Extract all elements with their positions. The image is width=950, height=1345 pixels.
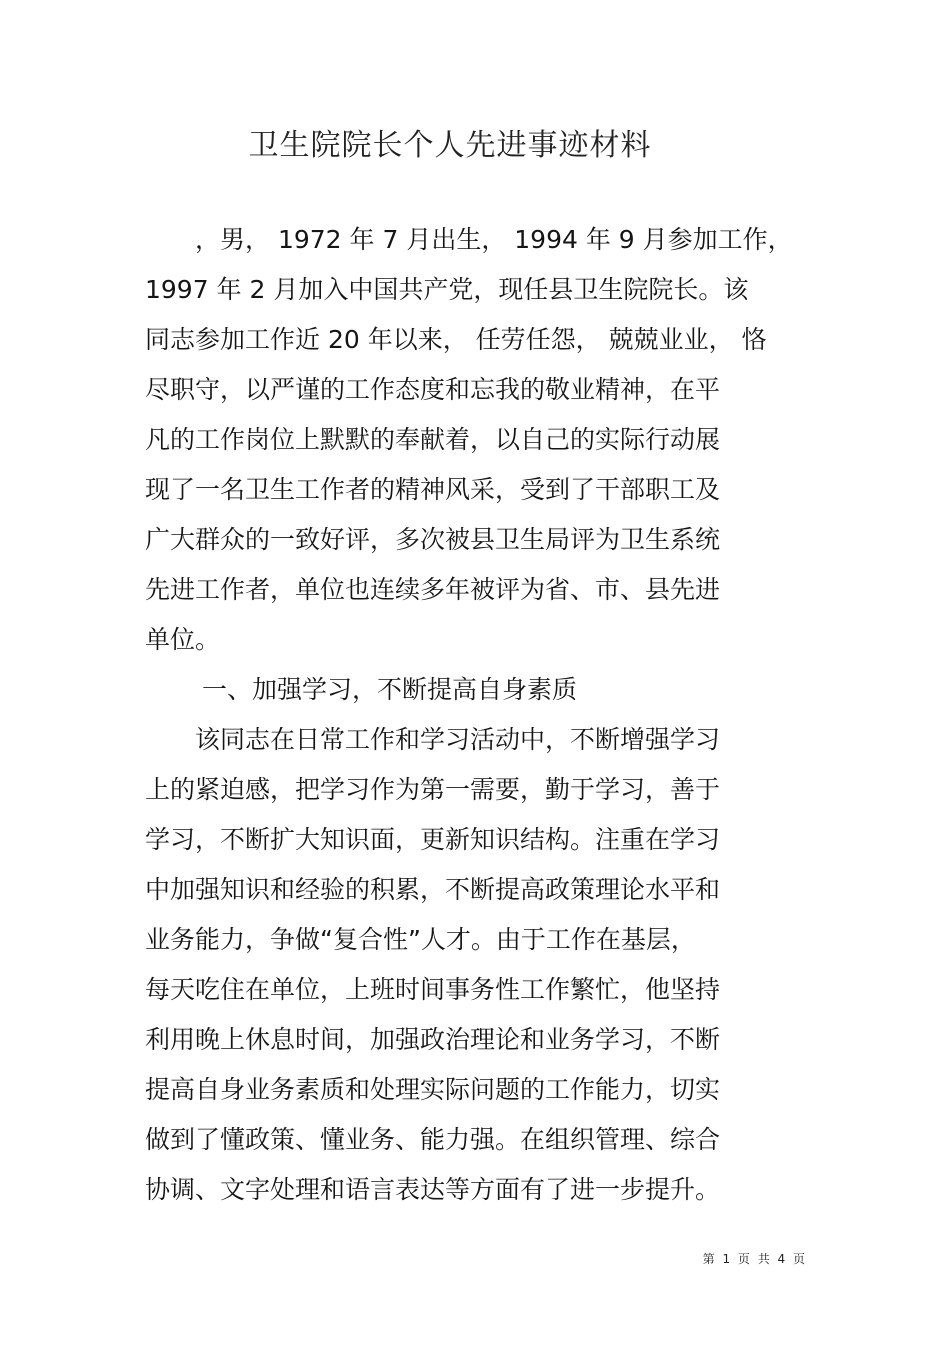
paragraph-line: 做到了懂政策、懂业务、能力强。在组织管理、综合 [145,1125,721,1154]
paragraph-line: 凡的工作岗位上默默的奉献着，以自己的实际行动展 [145,425,721,454]
paragraph-line: 每天吃住在单位，上班时间事务性工作繁忙，他坚持 [145,975,721,1004]
paragraph-line: 尽职守，以严谨的工作态度和忘我的敬业精神，在平 [145,375,721,404]
paragraph-line: 1997 年 2 月加入中国共产党，现任县卫生院院长。该 [145,275,749,304]
paragraph-line: 学习，不断扩大知识面，更新知识结构。注重在学习 [145,825,721,854]
page-number: 第 1 页 共 4 页 [702,1252,807,1266]
document-title: 卫生院院长个人先进事迹材料 [248,128,652,163]
paragraph-line: 提高自身业务素质和处理实际问题的工作能力，切实 [145,1075,721,1104]
paragraph-line: 同志参加工作近 20 年以来， 任劳任怨， 兢兢业业， 恪 [145,325,767,354]
paragraph-line: 现了一名卫生工作者的精神风采，受到了干部职工及 [145,475,721,504]
paragraph-line: ，男， 1972 年 7 月出生， 1994 年 9 月参加工作， [195,225,793,254]
paragraph-line: 先进工作者，单位也连续多年被评为省、市、县先进 [145,575,721,604]
paragraph-line: 利用晚上休息时间，加强政治理论和业务学习，不断 [145,1025,721,1054]
paragraph-line: 广大群众的一致好评，多次被县卫生局评为卫生系统 [145,525,721,554]
paragraph-line: 协调、文字处理和语言表达等方面有了进一步提升。 [145,1175,721,1204]
section-heading: 一、加强学习，不断提高自身素质 [202,675,578,704]
paragraph-line: 业务能力，争做“复合性”人才。由于工作在基层， [145,925,696,954]
document-body [145,215,815,1215]
paragraph-line: 该同志在日常工作和学习活动中，不断增强学习 [195,725,721,754]
paragraph-line: 中加强知识和经验的积累，不断提高政策理论水平和 [145,875,721,904]
paragraph-line: 单位。 [145,625,221,654]
paragraph-line: 上的紧迫感，把学习作为第一需要，勤于学习，善于 [145,775,721,804]
